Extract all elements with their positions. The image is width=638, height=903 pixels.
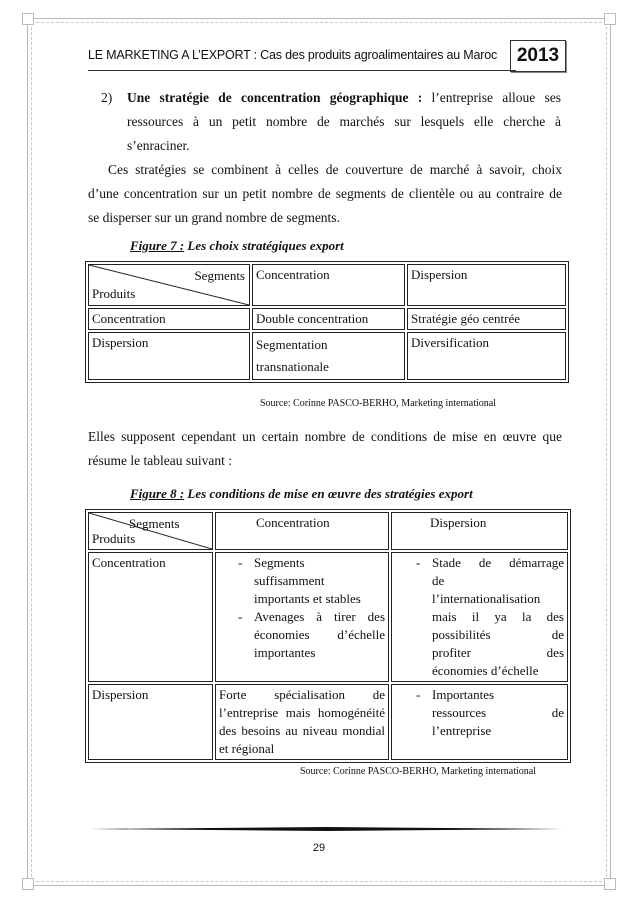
cell-line: - Importantes	[432, 687, 495, 702]
para2-line2: résume le tableau suivant :	[88, 453, 232, 468]
para1-line1: Ces stratégies se combinent à celles de couverture de marché à savoir, choix	[108, 162, 562, 177]
list-number: 2)	[101, 90, 113, 105]
cell-line: économies d’échelle	[254, 627, 385, 642]
frame-corner	[22, 878, 34, 890]
cell-line: profiter des	[432, 645, 564, 660]
figure8-table	[85, 509, 571, 763]
cell-line: des besoins au niveau mondial	[219, 723, 385, 738]
cell-line: ressources de	[432, 705, 564, 720]
figure8-cell	[215, 552, 389, 682]
cell-line: Forte spécialisation de	[219, 687, 385, 702]
figure8-cell	[215, 684, 389, 760]
figure7-row-label: Concentration	[88, 308, 250, 330]
item2-line2: ressources à un petit nombre de marchés sur lesquels elle cherche à	[127, 114, 561, 129]
figure7-title	[130, 238, 344, 254]
figure7-table	[85, 261, 569, 383]
figure8-cell	[391, 552, 568, 682]
figure7-corner-cell	[88, 264, 250, 306]
figure8-row-label: Dispersion	[88, 684, 213, 760]
cell-line: de	[432, 573, 445, 588]
figure8-col-header: Dispersion	[391, 512, 568, 550]
conditions-list	[412, 686, 564, 740]
conditions-list	[412, 554, 564, 680]
page-header	[88, 40, 570, 72]
figure8-corner-cell	[88, 512, 213, 550]
conditions-list	[234, 554, 385, 662]
cell-line: - Stade de démarrage	[432, 555, 564, 570]
figure7-row-label: Dispersion	[88, 332, 250, 380]
cell-line: l’entreprise	[432, 723, 492, 738]
cell-line: l’entreprise mais homogénéité	[219, 705, 385, 720]
figure8-row-label: Concentration	[88, 552, 213, 682]
cell-line: Segmentation	[256, 337, 328, 352]
header-rule	[88, 70, 516, 71]
header-year: 2013	[510, 40, 566, 72]
frame-corner	[604, 878, 616, 890]
para1-line3: se disperser sur un grand nombre de segments.	[88, 210, 340, 225]
figure7-cell: Diversification	[407, 332, 566, 380]
cell-line: importants et stables	[254, 591, 361, 606]
cell-line: - Segments	[254, 555, 305, 570]
item2-line1	[127, 86, 561, 110]
corner-produits-label: Produits	[92, 286, 136, 301]
cell-line: l’internationalisation	[432, 591, 541, 606]
cell-line: possibilités de	[432, 627, 564, 642]
figure8-title-text: Les conditions de mise en œuvre des stratégies export	[184, 486, 473, 501]
figure8-col-header: Concentration	[215, 512, 389, 550]
para2-line1: Elles supposent cependant un certain nombre de conditions de mise en œuvre que	[88, 429, 562, 444]
header-title: LE MARKETING A L’EXPORT : Cas des produits agroalimentaires au Maroc	[88, 48, 498, 62]
figure7-cell: Double concentration	[252, 308, 405, 330]
corner-produits-label: Produits	[92, 531, 136, 546]
frame-corner	[22, 13, 34, 25]
cell-line: économies d’échelle	[432, 663, 539, 678]
list-item	[412, 554, 564, 680]
item2-bold-lead: Une stratégie de concentration géographique :	[127, 90, 423, 105]
figure7-source: Source: Corinne PASCO-BERHO, Marketing international	[260, 398, 496, 409]
corner-segments-label: Segments	[194, 268, 245, 283]
figure8-cell	[391, 684, 568, 760]
item2-line3: s’enraciner.	[127, 138, 190, 153]
cell-line: importantes	[254, 645, 316, 660]
figure8-label: Figure 8 :	[130, 486, 185, 501]
figure7-col-header: Dispersion	[407, 264, 566, 306]
figure7-title-text: Les choix stratégiques export	[184, 238, 344, 253]
list-item	[234, 554, 385, 608]
cell-line: transnationale	[256, 359, 329, 374]
figure7-col-header: Concentration	[252, 264, 405, 306]
corner-segments-label: Segments	[129, 516, 180, 531]
figure8-source: Source: Corinne PASCO-BERHO, Marketing international	[300, 766, 536, 777]
list-item	[234, 608, 385, 662]
figure8-title	[130, 486, 473, 502]
footer-rule	[90, 827, 564, 831]
figure7-cell	[252, 332, 405, 380]
cell-line: - Avenages à tirer des	[254, 609, 385, 624]
item2-line1-rest: l’entreprise alloue ses	[431, 90, 562, 105]
frame-corner	[604, 13, 616, 25]
figure7-label: Figure 7 :	[130, 238, 185, 253]
cell-line: mais il ya la des	[432, 609, 564, 624]
list-item	[412, 686, 564, 740]
cell-line: suffisamment	[254, 573, 325, 588]
figure7-cell: Stratégie géo centrée	[407, 308, 566, 330]
para1-line2: d’une concentration sur un petit nombre de segments de clientèle ou au contraire de	[88, 186, 562, 201]
page-number: 29	[312, 842, 326, 854]
cell-line: et régional	[219, 741, 275, 756]
